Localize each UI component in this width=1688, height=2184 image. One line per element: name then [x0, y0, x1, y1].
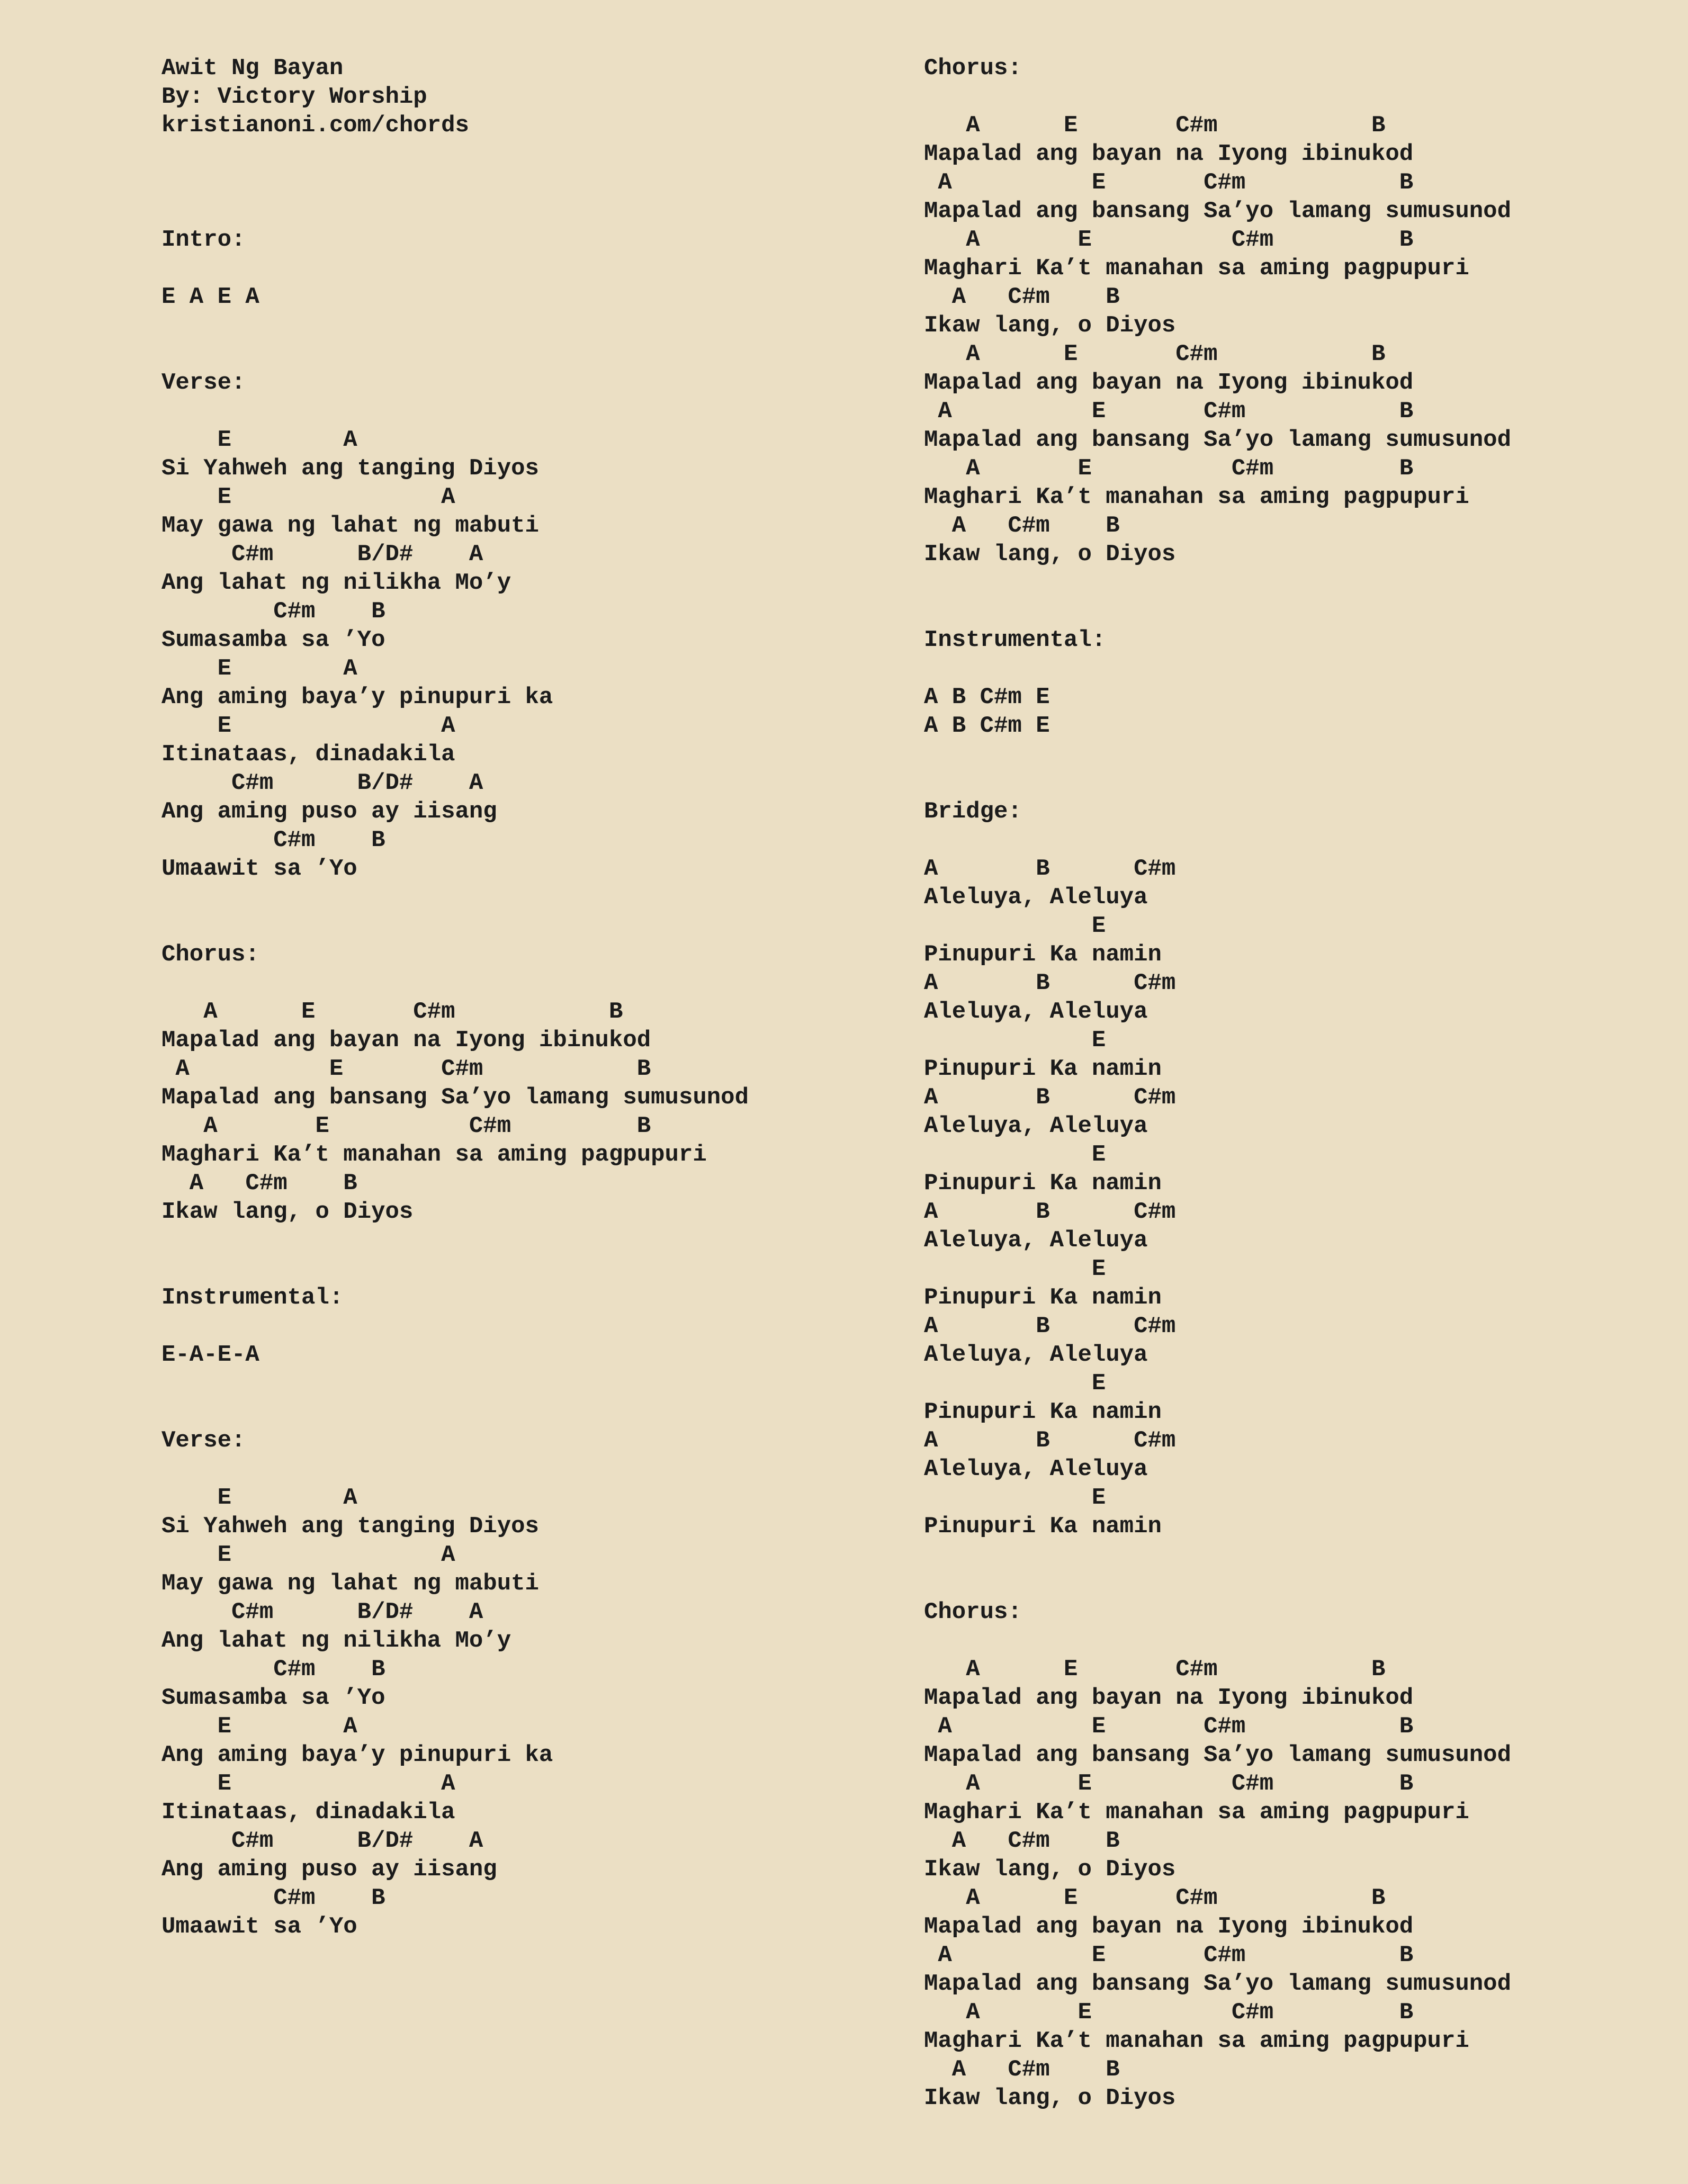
lyric-line: Mapalad ang bayan na Iyong ibinukod: [161, 1027, 651, 1054]
lyric-line: kristianoni.com/chords: [161, 112, 469, 139]
lyric-line: Mapalad ang bansang Sa’yo lamang sumusunod: [924, 1971, 1511, 1997]
chord-line: C#m B: [161, 598, 385, 625]
chord-line: A B C#m: [924, 856, 1176, 882]
section-heading: Verse:: [161, 370, 246, 396]
lyric-line: Maghari Ka’t manahan sa aming pagpupuri: [924, 2028, 1469, 2054]
blank-line: [924, 1541, 1511, 1569]
lyric-line: Aleluya, Aleluya: [924, 884, 1148, 911]
lyric-line: Mapalad ang bansang Sa’yo lamang sumusunod: [924, 198, 1511, 224]
chord-line: A E C#m B: [161, 1056, 651, 1082]
chord-line: E: [924, 1370, 1106, 1397]
section-heading: Bridge:: [924, 798, 1022, 825]
blank-line: [161, 340, 749, 369]
lyric-line: Itinataas, dinadakila: [161, 741, 455, 768]
chord-line: A E C#m B: [161, 999, 623, 1025]
blank-line: [924, 1569, 1511, 1598]
chord-line: E A: [161, 484, 455, 510]
lyric-line: Aleluya, Aleluya: [924, 1456, 1148, 1482]
lyric-line: Itinataas, dinadakila: [161, 1799, 455, 1826]
lyric-line: Sumasamba sa ’Yo: [161, 627, 385, 653]
lyric-line: Si Yahweh ang tanging Diyos: [161, 455, 539, 482]
lyric-line: Pinupuri Ka namin: [924, 1056, 1162, 1082]
lyric-line: Maghari Ka’t manahan sa aming pagpupuri: [924, 1799, 1469, 1826]
chord-line: A E C#m B: [924, 455, 1414, 482]
lyric-line: By: Victory Worship: [161, 84, 427, 110]
chord-line: C#m B/D# A: [161, 1828, 483, 1854]
lyric-line: Aleluya, Aleluya: [924, 999, 1148, 1025]
blank-line: [161, 254, 749, 283]
left-column: [161, 54, 749, 1941]
lyric-line: Ikaw lang, o Diyos: [924, 2085, 1176, 2111]
lyric-line: Mapalad ang bansang Sa’yo lamang sumusunod: [161, 1084, 749, 1111]
section-heading: Intro:: [161, 227, 246, 253]
chord-line: E A: [161, 713, 455, 739]
lyric-line: Mapalad ang bayan na Iyong ibinukod: [924, 370, 1414, 396]
section-heading: Chorus:: [924, 1599, 1022, 1625]
chord-line: E: [924, 1256, 1106, 1282]
chord-line: E: [924, 1485, 1106, 1511]
chord-line: A E C#m B: [924, 1999, 1414, 2026]
blank-line: [161, 1255, 749, 1283]
section-heading: Instrumental:: [161, 1284, 344, 1311]
blank-line: [161, 883, 749, 912]
chord-line: A C#m B: [161, 1170, 357, 1197]
lyric-line: Mapalad ang bansang Sa’yo lamang sumusunod: [924, 427, 1511, 453]
chord-line: A E C#m B: [924, 1656, 1386, 1683]
chord-line: A E C#m B: [161, 1113, 651, 1139]
chord-line: E-A-E-A: [161, 1342, 259, 1368]
blank-line: [161, 168, 749, 197]
lyric-line: Ang aming puso ay iisang: [161, 798, 497, 825]
lyric-line: Aleluya, Aleluya: [924, 1113, 1148, 1139]
blank-line: [161, 1455, 749, 1484]
chord-line: E: [924, 1027, 1106, 1054]
chord-line: A E C#m B: [924, 112, 1386, 139]
chord-line: A B C#m: [924, 1084, 1176, 1111]
section-heading: Chorus:: [924, 55, 1022, 82]
lyric-line: Umaawit sa ’Yo: [161, 856, 357, 882]
blank-line: [924, 569, 1511, 597]
chord-line: C#m B: [161, 827, 385, 853]
lyric-line: Pinupuri Ka namin: [924, 1284, 1162, 1311]
chord-line: E: [924, 913, 1106, 939]
chord-line: A B C#m: [924, 1427, 1176, 1454]
lyric-line: Ang lahat ng nilikha Mo’y: [161, 1628, 511, 1654]
chord-line: A E C#m B: [924, 169, 1414, 196]
blank-line: [161, 140, 749, 168]
lyric-line: Ikaw lang, o Diyos: [924, 541, 1176, 568]
lyric-line: Mapalad ang bayan na Iyong ibinukod: [924, 1685, 1414, 1711]
chord-line: E A: [161, 1713, 357, 1740]
blank-line: [161, 397, 749, 426]
lyric-line: Sumasamba sa ’Yo: [161, 1685, 385, 1711]
lyric-line: Awit Ng Bayan: [161, 55, 344, 82]
blank-line: [161, 197, 749, 226]
lyric-line: Pinupuri Ka namin: [924, 1170, 1162, 1197]
chord-line: A C#m B: [924, 513, 1120, 539]
blank-line: [161, 311, 749, 340]
chord-line: A E C#m B: [924, 1770, 1414, 1797]
lyric-line: Ikaw lang, o Diyos: [924, 312, 1176, 339]
blank-line: [924, 1626, 1511, 1655]
chord-line: C#m B: [161, 1656, 385, 1683]
chord-line: A B C#m: [924, 1199, 1176, 1225]
blank-line: [161, 1312, 749, 1341]
chord-line: A C#m B: [924, 284, 1120, 310]
lyric-line: Maghari Ka’t manahan sa aming pagpupuri: [161, 1142, 707, 1168]
blank-line: [161, 1369, 749, 1398]
blank-line: [924, 597, 1511, 626]
blank-line: [924, 769, 1511, 797]
chord-line: A E C#m B: [924, 341, 1386, 367]
lyric-line: Ang aming baya’y pinupuri ka: [161, 1742, 553, 1768]
lyric-line: Maghari Ka’t manahan sa aming pagpupuri: [924, 484, 1469, 510]
lyric-line: Pinupuri Ka namin: [924, 1399, 1162, 1425]
blank-line: [161, 912, 749, 940]
chord-line: E A: [161, 427, 357, 453]
chord-line: A C#m B: [924, 2056, 1120, 2083]
blank-line: [924, 654, 1511, 683]
chord-line: C#m B/D# A: [161, 1599, 483, 1625]
chord-line: A E C#m B: [924, 1713, 1414, 1740]
lyric-line: Pinupuri Ka namin: [924, 941, 1162, 968]
chord-line: A B C#m: [924, 970, 1176, 996]
chord-line: E A: [161, 1542, 455, 1568]
lyric-line: Ikaw lang, o Diyos: [924, 1856, 1176, 1883]
lyric-line: Ang aming puso ay iisang: [161, 1856, 497, 1883]
lyric-line: May gawa ng lahat ng mabuti: [161, 513, 539, 539]
lyric-line: May gawa ng lahat ng mabuti: [161, 1570, 539, 1597]
lyric-line: Aleluya, Aleluya: [924, 1342, 1148, 1368]
section-heading: Verse:: [161, 1427, 246, 1454]
chord-line: A E C#m B: [924, 1885, 1386, 1911]
chord-line: A B C#m: [924, 1313, 1176, 1340]
lyric-line: Aleluya, Aleluya: [924, 1227, 1148, 1254]
chord-line: C#m B/D# A: [161, 770, 483, 796]
blank-line: [924, 83, 1511, 111]
lyric-line: Umaawit sa ’Yo: [161, 1913, 357, 1940]
blank-line: [161, 969, 749, 997]
blank-line: [161, 1398, 749, 1426]
blank-line: [924, 826, 1511, 855]
lyric-line: Ang lahat ng nilikha Mo’y: [161, 570, 511, 596]
lyric-line: Mapalad ang bansang Sa’yo lamang sumusunod: [924, 1742, 1511, 1768]
chord-line: A E C#m B: [924, 227, 1414, 253]
lyric-line: Maghari Ka’t manahan sa aming pagpupuri: [924, 255, 1469, 282]
blank-line: [924, 740, 1511, 769]
chord-line: E A: [161, 1485, 357, 1511]
blank-line: [161, 1226, 749, 1255]
chord-line: C#m B: [161, 1885, 385, 1911]
chord-line: A E C#m B: [924, 1942, 1414, 1969]
section-heading: Instrumental:: [924, 627, 1106, 653]
chord-line: A B C#m E: [924, 713, 1050, 739]
chord-line: A B C#m E: [924, 684, 1050, 711]
lyric-line: Pinupuri Ka namin: [924, 1513, 1162, 1540]
lyric-line: Ang aming baya’y pinupuri ka: [161, 684, 553, 711]
lyric-line: Mapalad ang bayan na Iyong ibinukod: [924, 141, 1414, 167]
section-heading: Chorus:: [161, 941, 259, 968]
right-column: [924, 54, 1511, 2113]
lyric-line: Si Yahweh ang tanging Diyos: [161, 1513, 539, 1540]
lyric-line: Mapalad ang bayan na Iyong ibinukod: [924, 1913, 1414, 1940]
chord-line: E A: [161, 1770, 455, 1797]
chord-line: E A: [161, 655, 357, 682]
chord-line: E A E A: [161, 284, 259, 310]
chord-line: A E C#m B: [924, 398, 1414, 425]
chord-line: C#m B/D# A: [161, 541, 483, 568]
lyric-line: Ikaw lang, o Diyos: [161, 1199, 414, 1225]
chord-line: E: [924, 1142, 1106, 1168]
chord-line: A C#m B: [924, 1828, 1120, 1854]
